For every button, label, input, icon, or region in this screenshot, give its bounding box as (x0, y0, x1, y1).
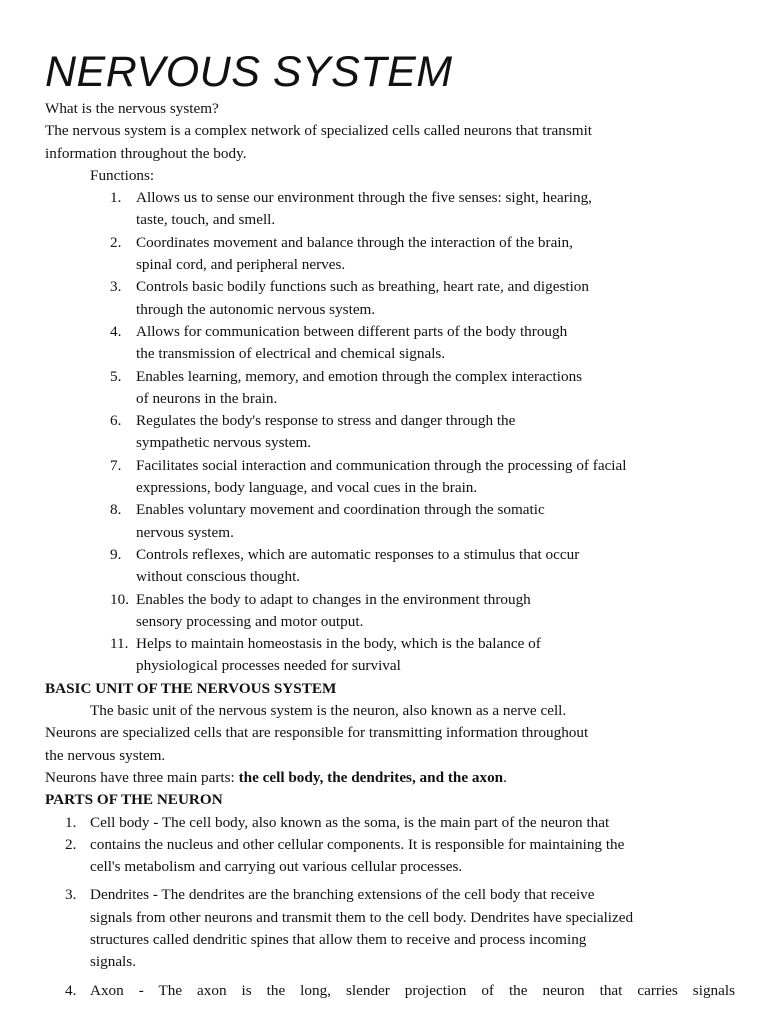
function-text-line-2: sympathetic nervous system. (136, 434, 312, 452)
function-text-line-2: spinal cord, and peripheral nerves. (136, 256, 346, 274)
function-text-line-1: Enables voluntary movement and coordination through the somatic (136, 501, 545, 519)
function-text-line-2: taste, touch, and smell. (136, 211, 276, 229)
function-item (45, 499, 735, 544)
function-text-line-2: through the autonomic nervous system. (136, 300, 376, 318)
function-text-line-2: nervous system. (136, 523, 234, 541)
neuron-parts-suffix: . (503, 768, 507, 786)
section-heading-parts: PARTS OF THE NEURON (45, 791, 223, 809)
function-item (45, 276, 735, 321)
function-text-line-1: Regulates the body's response to stress and danger through the (136, 412, 516, 430)
neuron-parts-list (45, 812, 735, 1002)
function-text-line-1: Facilitates social interaction and communication through the processing of facial (136, 456, 627, 474)
function-text-line-2: expressions, body language, and vocal cues in the brain. (136, 479, 478, 497)
list-text-line-1: Dendrites - The dendrites are the branching extensions of the cell body that receive (90, 886, 595, 904)
list-item (45, 834, 735, 879)
list-number: 6. (110, 412, 122, 430)
basic-unit-paragraph-line-2: Neurons are specialized cells that are responsible for transmitting information throughout (45, 724, 589, 742)
function-text-line-1: Allows for communication between different parts of the body through (136, 322, 568, 340)
function-text-line-2: of neurons in the brain. (136, 389, 278, 407)
list-number: 11. (110, 635, 129, 653)
function-item (45, 366, 735, 411)
list-number: 4. (65, 981, 77, 999)
list-text-line-1: contains the nucleus and other cellular components. It is responsible for maintaining the (90, 835, 625, 853)
basic-unit-paragraph-line-3: the nervous system. (45, 746, 166, 764)
function-item (45, 410, 735, 455)
list-number: 10. (110, 590, 129, 608)
neuron-parts-sentence (45, 767, 735, 789)
function-text-line-1: Enables learning, memory, and emotion through the complex interactions (136, 367, 583, 385)
intro-question: What is the nervous system? (45, 100, 219, 117)
document-body (45, 98, 735, 1002)
list-text-line-1: Axon - The axon is the long, slender projection of the neuron that carries signals (90, 981, 735, 999)
list-number: 9. (110, 545, 122, 563)
function-text-line-2: the transmission of electrical and chemical signals. (136, 345, 446, 363)
function-text-line-1: Enables the body to adapt to changes in the environment through (136, 590, 531, 608)
function-item (45, 589, 735, 634)
list-text-line-1: Cell body - The cell body, also known as the soma, is the main part of the neuron that (90, 813, 610, 831)
function-text-line-1: Helps to maintain homeostasis in the body, which is the balance of (136, 635, 541, 653)
list-text-line-3: structures called dendritic spines that allow them to receive and process incoming (90, 930, 587, 948)
function-text-line-1: Controls reflexes, which are automatic responses to a stimulus that occur (136, 545, 580, 563)
functions-list (45, 187, 735, 678)
list-text-line-2: signals from other neurons and transmit them to the cell body. Dendrites have specialized (90, 908, 634, 926)
list-number: 4. (110, 322, 122, 340)
list-number: 2. (65, 835, 77, 853)
list-number: 3. (110, 278, 122, 296)
function-item (45, 455, 735, 500)
intro-answer-line-2: information throughout the body. (45, 144, 247, 162)
list-number: 1. (110, 189, 122, 207)
list-number: 3. (65, 886, 77, 904)
neuron-parts-prefix: Neurons have three main parts: (45, 768, 239, 786)
function-text-line-2: physiological processes needed for survival (136, 657, 401, 675)
function-text-line-2: without conscious thought. (136, 568, 301, 586)
function-item (45, 321, 735, 366)
function-item (45, 633, 735, 678)
function-text-line-2: sensory processing and motor output. (136, 612, 364, 630)
basic-unit-paragraph-line-1: The basic unit of the nervous system is the neuron, also known as a nerve cell. (90, 702, 567, 720)
neuron-parts-bold: the cell body, the dendrites, and the axon (238, 768, 504, 786)
section-heading-basic-unit: BASIC UNIT OF THE NERVOUS SYSTEM (45, 679, 337, 697)
list-number: 7. (110, 456, 122, 474)
list-item (45, 812, 735, 834)
list-text-line-2: cell's metabolism and carrying out various cellular processes. (90, 858, 463, 876)
intro-answer-line-1: The nervous system is a complex network of specialized cells called neurons that transmit (45, 122, 593, 140)
function-item (45, 187, 735, 232)
list-number: 5. (110, 367, 122, 385)
list-number: 1. (65, 813, 77, 831)
function-item (45, 232, 735, 277)
function-text-line-1: Allows us to sense our environment through the five senses: sight, hearing, (136, 189, 592, 207)
list-item (45, 980, 735, 1002)
list-number: 8. (110, 501, 122, 519)
list-number: 2. (110, 233, 122, 251)
function-text-line-1: Coordinates movement and balance through the interaction of the brain, (136, 233, 573, 251)
list-item (45, 884, 735, 973)
function-item (45, 544, 735, 589)
page-title: NERVOUS SYSTEM (45, 48, 453, 96)
list-text-line-4: signals. (90, 953, 136, 971)
functions-label: Functions: (90, 166, 155, 184)
function-text-line-1: Controls basic bodily functions such as breathing, heart rate, and digestion (136, 278, 589, 296)
